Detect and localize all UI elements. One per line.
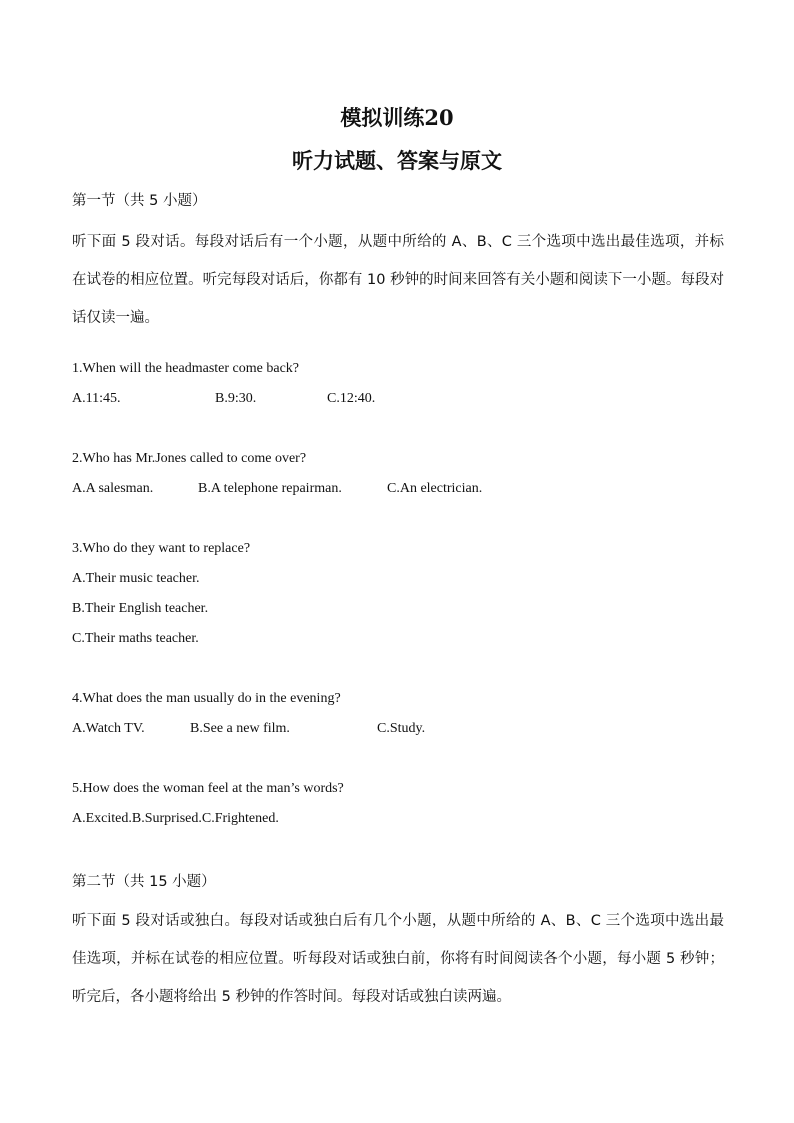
document-title: 模拟训练20: [340, 105, 454, 130]
question-5-options: A.Excited.B.Surprised.C.Frightened.: [72, 811, 279, 826]
question-4-option-a: A.Watch TV.: [72, 721, 145, 736]
section1-instructions: 听下面 5 段对话。每段对话后有一个小题，从题中所给的 A、B、C 三个选项中选出最佳选项，并标在试卷的相应位置。听完每段对话后，你都有 10 秒钟的时间来回答有关小题和阅读下一小题。每段对话仅读一遍。: [72, 234, 724, 326]
question-2-option-c: C.An electrician.: [387, 481, 483, 496]
question-1-option-c: C.12:40.: [327, 391, 376, 406]
question-1-option-a: A.11:45.: [72, 391, 121, 406]
question-2-stem: 2.Who has Mr.Jones called to come over?: [72, 451, 307, 466]
question-3-option-c: C.Their maths teacher.: [72, 631, 199, 646]
question-4-option-c: C.Study.: [377, 721, 426, 736]
question-5-stem: 5.How does the woman feel at the man’s words?: [72, 781, 344, 796]
section2-instructions: 听下面 5 段对话或独白。每段对话或独白后有几个小题，从题中所给的 A、B、C 三个选项中选出最佳选项，并标在试卷的相应位置。听每段对话或独白前，你将有时间阅读各个小题，每小题 5 秒钟；听完后，各小题将给出 5 秒钟的作答时间。每段对话或独白读两遍。: [72, 913, 724, 1005]
question-4-stem: 4.What does the man usually do in the evening?: [72, 691, 341, 706]
question-3-option-b: B.Their English teacher.: [72, 601, 209, 616]
question-1-option-b: B.9:30.: [215, 391, 257, 406]
section2-heading: 第二节（共 15 小题）: [72, 874, 216, 890]
question-3-option-a: A.Their music teacher.: [72, 571, 200, 586]
question-1-stem: 1.When will the headmaster come back?: [72, 361, 300, 376]
question-4-option-b: B.See a new film.: [190, 721, 290, 736]
question-2-option-b: B.A telephone repairman.: [198, 481, 342, 496]
question-2-option-a: A.A salesman.: [72, 481, 154, 496]
section1-heading: 第一节（共 5 小题）: [72, 193, 207, 209]
question-3-stem: 3.Who do they want to replace?: [72, 541, 251, 556]
document-subtitle: 听力试题、答案与原文: [292, 148, 502, 173]
